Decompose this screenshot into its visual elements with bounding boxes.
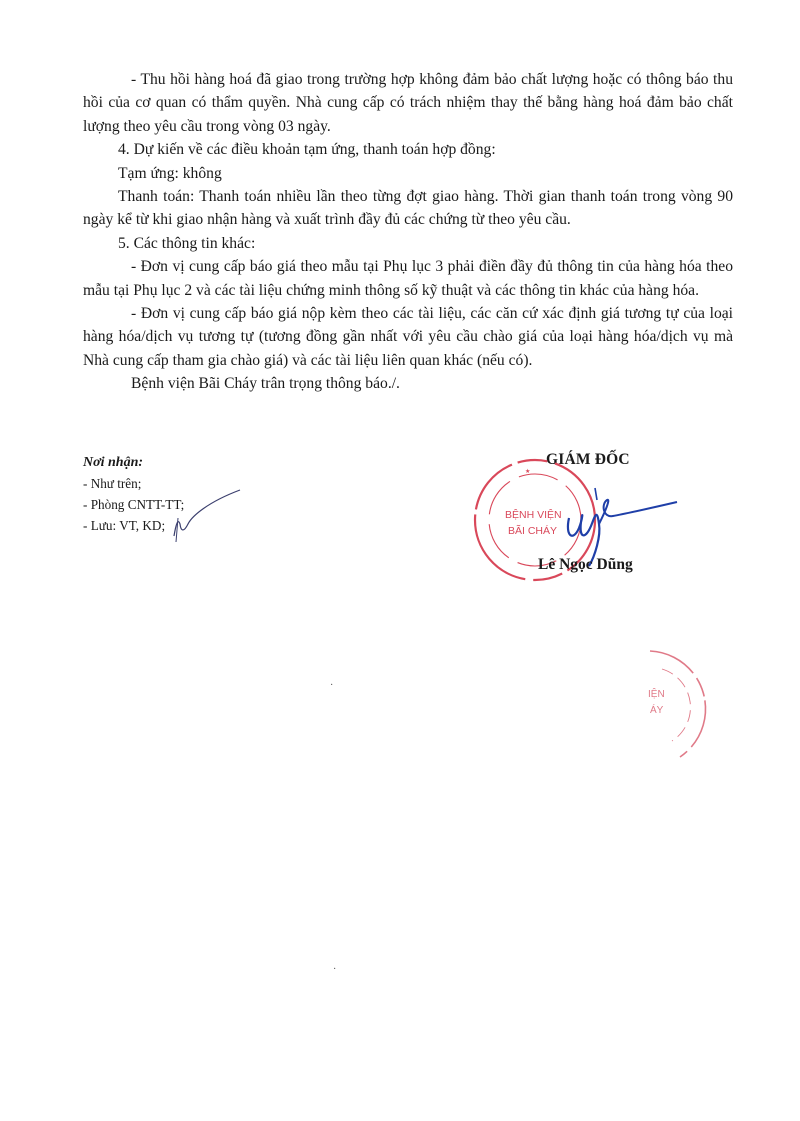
partial-stamp-text-line1: IỆN — [648, 689, 665, 700]
paragraph-quote-documents: - Đơn vị cung cấp báo giá nộp kèm theo các tài liệu, các căn cứ xác định giá tương tự của loại hàng hóa/dịch vụ tương tự (tương đồng gần nhất với yêu cầu chào giá của loại hàng hóa/dịch vụ mà Nhà cung cấp tham gia chào giá) và các tài liệu liên quan khác (nếu có). — [83, 305, 733, 369]
signature-title: GIÁM ĐỐC — [546, 451, 630, 468]
paragraph-payment: Thanh toán: Thanh toán nhiều lần theo từng đợt giao hàng. Thời gian thanh toán trong vòng 90 ngày kể từ khi giao nhận hàng và xuất trình đầy đủ các chứng từ theo yêu cầu. — [83, 188, 733, 229]
stamp-text-line1: BỆNH VIỆN — [505, 509, 562, 521]
recipient-item: - Như trên; — [83, 476, 142, 491]
partial-stamp-text-line2: ÁY — [650, 705, 664, 716]
stamp-text-line2: BÃI CHÁY — [508, 525, 558, 537]
recipient-item: - Phòng CNTT-TT; — [83, 497, 185, 512]
paragraph-recall-goods: - Thu hồi hàng hoá đã giao trong trường hợp không đảm bảo chất lượng hoặc có thông báo thu hồi của cơ quan có thẩm quyền. Nhà cung cấp có trách nhiệm thay thế bằng hàng hoá đảm bảo chất lượng theo yêu cầu trong vòng 03 ngày. — [83, 71, 733, 135]
paragraph-closing: Bệnh viện Bãi Cháy trân trọng thông báo./. — [131, 375, 400, 393]
recipients-title: Nơi nhận: — [83, 455, 144, 470]
paragraph-other-info-heading: 5. Các thông tin khác: — [118, 234, 256, 252]
scan-speck: · — [330, 680, 334, 691]
initial-signature — [168, 488, 248, 548]
recipient-item: - Lưu: VT, KD; — [83, 518, 166, 533]
paragraph-quote-form: - Đơn vị cung cấp báo giá theo mẫu tại Phụ lục 3 phải điền đầy đủ thông tin của hàng hóa theo mẫu tại Phụ lục 2 và các tài liệu chứng minh thông số kỹ thuật và các thông tin khác của hàng hóa. — [83, 258, 733, 299]
stamp-star-icon: ★ — [525, 469, 531, 475]
document-body — [83, 68, 733, 396]
scan-speck: · — [333, 964, 337, 975]
paragraph-advance-payment: Tạm ứng: không — [118, 164, 222, 182]
partial-stamp-impression — [610, 645, 710, 770]
paragraph-payment-terms-heading: 4. Dự kiến về các điều khoản tạm ứng, thanh toán hợp đồng: — [118, 141, 496, 159]
signatory-name: Lê Ngọc Dũng — [538, 556, 633, 573]
